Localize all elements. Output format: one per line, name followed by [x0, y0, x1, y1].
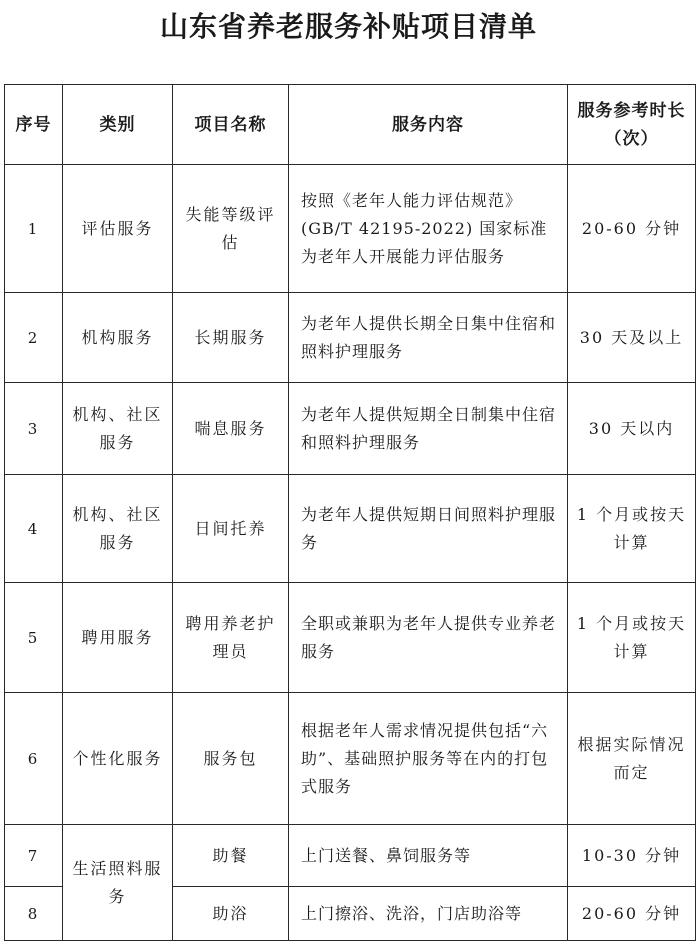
row-name: 聘用养老护理员 — [173, 583, 289, 693]
table-row — [5, 165, 696, 293]
row-index: 7 — [5, 825, 63, 887]
row-index: 1 — [5, 165, 63, 293]
table-row — [5, 693, 696, 825]
row-name: 日间托养 — [173, 475, 289, 583]
table-row — [5, 475, 696, 583]
row-content: 按照《老年人能力评估规范》(GB/T 42195-2022) 国家标准为老年人开展能力评估服务 — [289, 165, 568, 293]
row-name: 失能等级评估 — [173, 165, 289, 293]
row-duration: 30 天以内 — [568, 383, 696, 475]
table-row — [5, 583, 696, 693]
row-index: 2 — [5, 293, 63, 383]
page-title: 山东省养老服务补贴项目清单 — [159, 10, 537, 43]
row-duration: 10-30 分钟 — [568, 825, 696, 887]
row-content: 根据老年人需求情况提供包括“六助”、基础照护服务等在内的打包式服务 — [289, 693, 568, 825]
header-index: 序号 — [5, 85, 63, 165]
row-category: 生活照料服务 — [63, 825, 173, 941]
row-index: 3 — [5, 383, 63, 475]
row-content: 上门擦浴、洗浴，门店助浴等 — [289, 887, 568, 941]
row-category: 机构服务 — [63, 293, 173, 383]
row-category: 个性化服务 — [63, 693, 173, 825]
table-row — [5, 825, 696, 887]
row-content: 全职或兼职为老年人提供专业养老服务 — [289, 583, 568, 693]
row-name: 喘息服务 — [173, 383, 289, 475]
header-duration: 服务参考时长（次） — [568, 85, 696, 165]
row-duration: 20-60 分钟 — [568, 165, 696, 293]
row-content: 为老年人提供短期日间照料护理服务 — [289, 475, 568, 583]
row-category: 聘用服务 — [63, 583, 173, 693]
row-index: 8 — [5, 887, 63, 941]
row-index: 4 — [5, 475, 63, 583]
row-name: 长期服务 — [173, 293, 289, 383]
row-duration: 30 天及以上 — [568, 293, 696, 383]
row-content: 为老年人提供短期全日制集中住宿和照料护理服务 — [289, 383, 568, 475]
row-index: 5 — [5, 583, 63, 693]
header-category: 类别 — [63, 85, 173, 165]
row-category: 机构、社区服务 — [63, 383, 173, 475]
table-row — [5, 293, 696, 383]
table-header-row — [5, 85, 696, 165]
row-duration: 20-60 分钟 — [568, 887, 696, 941]
row-category: 评估服务 — [63, 165, 173, 293]
row-name: 助浴 — [173, 887, 289, 941]
row-index: 6 — [5, 693, 63, 825]
row-content: 上门送餐、鼻饲服务等 — [289, 825, 568, 887]
table-row — [5, 383, 696, 475]
row-duration: 根据实际情况而定 — [568, 693, 696, 825]
row-name: 服务包 — [173, 693, 289, 825]
row-duration: 1 个月或按天计算 — [568, 475, 696, 583]
header-content: 服务内容 — [289, 85, 568, 165]
subsidy-items-table — [4, 84, 696, 941]
row-category: 机构、社区服务 — [63, 475, 173, 583]
header-name: 项目名称 — [173, 85, 289, 165]
row-name: 助餐 — [173, 825, 289, 887]
row-duration: 1 个月或按天计算 — [568, 583, 696, 693]
row-content: 为老年人提供长期全日集中住宿和照料护理服务 — [289, 293, 568, 383]
